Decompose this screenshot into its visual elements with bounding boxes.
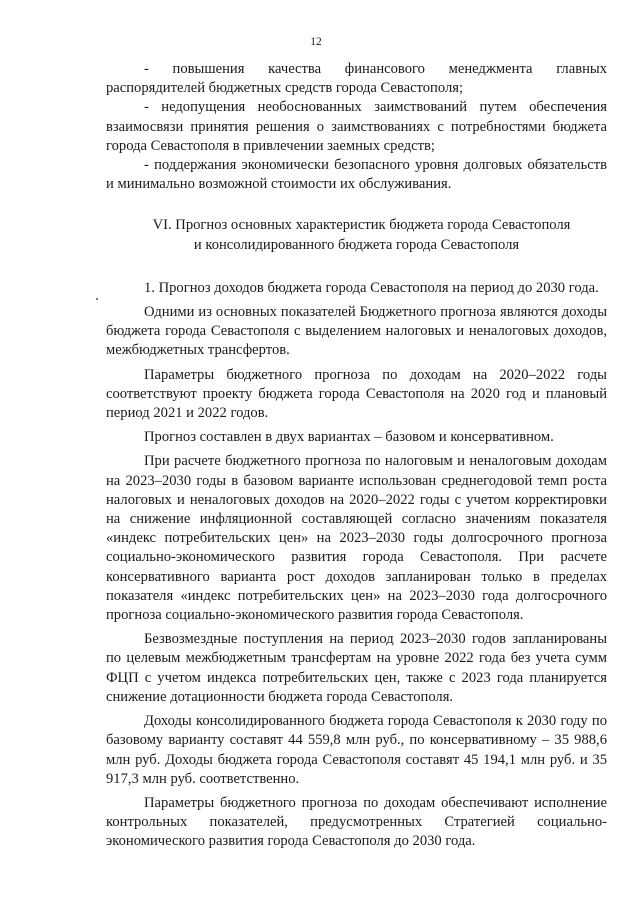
paragraph: При расчете бюджетного прогноза по налоговым и неналоговым доходам на 2023–2030 годы в базовом варианте использован среднегодовой темп роста налоговых и неналоговых доходов на 2020–2022 годы с учетом корректировки на снижение инфляционной составляющей согласно значениям показателя «индекс потребительских цен» на 2023–2030 годы долгосрочного прогноза социально-экономического развития города Севастополя. При расчете консервативного варианта рост доходов запланирован только в пределах показателя «индекс потребительских цен» на 2023–2030 года долгосрочного прогноза социально-экономического развития города Севастополя. — [106, 453, 607, 624]
list-item: - недопущения необоснованных заимствований путем обеспечения взаимосвязи принятия решения о заимствованиях с потребностями бюджета города Севастополя в привлечении заемных средств; — [106, 99, 607, 154]
document-body — [106, 60, 607, 852]
margin-mark — [96, 298, 98, 300]
section-heading-line1: VI. Прогноз основных характеристик бюджета города Севастополя — [152, 217, 571, 234]
paragraph: Параметры бюджетного прогноза по доходам обеспечивают исполнение контрольных показателей, предусмотренных Стратегией социально-экономического развития города Севастополя до 2030 года. — [106, 794, 607, 850]
list-item: - поддержания экономически безопасного уровня долговых обязательств и минимально возможной стоимости их обслуживания. — [106, 157, 607, 193]
paragraph: Параметры бюджетного прогноза по доходам на 2020–2022 годы соответствуют проекту бюджета города Севастополя на 2020 год и плановый период 2021 и 2022 годов. — [106, 366, 607, 422]
list-item: - повышения качества финансового менеджмента главных распорядителей бюджетных средств города Севастополя; — [106, 61, 607, 97]
paragraph: Прогноз составлен в двух вариантах – базовом и консервативном. — [144, 429, 554, 446]
section-heading — [106, 216, 607, 254]
paragraph: Безвозмездные поступления на период 2023–2030 годов запланированы по целевым межбюджетным трансфертам на уровне 2022 года без учета сумм ФЦП с учетом индекса потребительских цен, также с 2023 года планируется снижение дотационности бюджета города Севастополя. — [106, 631, 607, 705]
page-number: 12 — [310, 36, 322, 48]
paragraph: Одними из основных показателей Бюджетного прогноза являются доходы бюджета города Севастополя с выделением налоговых и неналоговых доходов, межбюджетных трансфертов. — [106, 304, 607, 359]
subsection-title: 1. Прогноз доходов бюджета города Севастополя на период до 2030 года. — [144, 279, 599, 296]
section-heading-line2: и консолидированного бюджета города Севастополя — [193, 236, 520, 253]
paragraph: Доходы консолидированного бюджета города Севастополя к 2030 году по базовому варианту составят 44 559,8 млн руб., по консервативному – 35 988,6 млн руб. Доходы бюджета города Севастополя составят 45 194,1 млн руб. и 35 917,3 млн руб. соответственно. — [106, 713, 607, 787]
